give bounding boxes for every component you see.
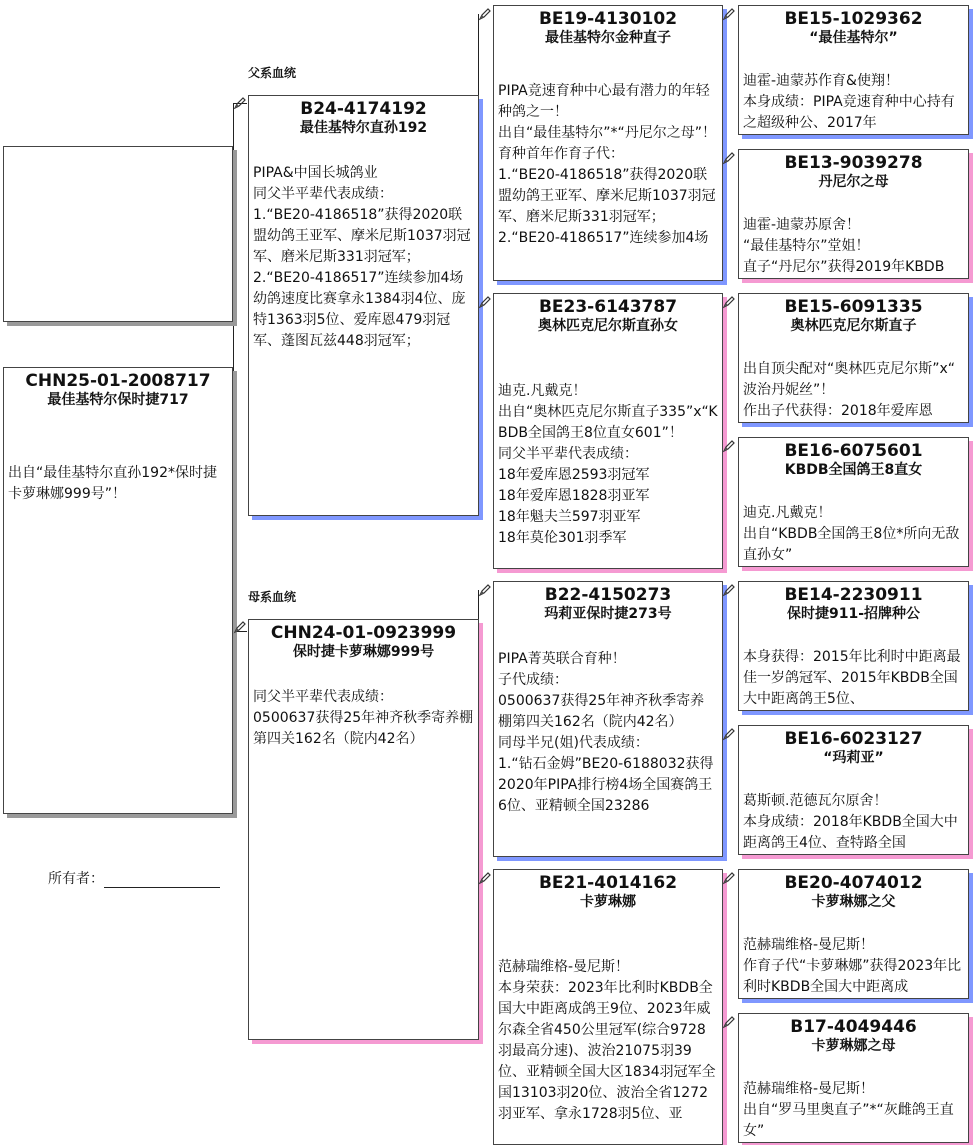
subject-ring-number: CHN25-01-2008717	[25, 371, 211, 391]
dam-sire-ring-number: B22-4150273	[544, 585, 672, 605]
dam-sire-name: 玛莉亚保时捷273号	[544, 606, 672, 622]
dsd-description: 葛斯顿.范德瓦尔原舍！ 本身成绩：2018年KBDB全国大中距离鸽王4位、查特路全国	[743, 793, 958, 851]
pen-icon[interactable]	[722, 7, 736, 21]
pen-icon[interactable]	[233, 620, 247, 634]
dss-ring-number: BE14-2230911	[784, 585, 923, 605]
sss-name: “最佳基特尔”	[809, 30, 898, 46]
dam-dam-ring-number: BE21-4014162	[538, 873, 678, 893]
pen-icon[interactable]	[722, 583, 736, 597]
dam-name: 保时捷卡萝琳娜999号	[292, 644, 435, 660]
ssd-ring-number: BE13-9039278	[784, 153, 923, 173]
sire-description: PIPA&中国长城鸽业 同父半平辈代表成绩： 1.“BE20-4186518”获得2020联盟幼鸽王亚军、摩米尼斯1037羽冠军、磨米尼斯331羽冠军； 2.“BE20-4186517”连续参加4场幼鸽速度比赛拿永1384羽4位、庞特1363羽5位、爱库恩479羽冠军、蓬图瓦兹448羽冠军；	[253, 165, 471, 349]
subject-description: 出自“最佳基特尔直孙192*保时捷卡萝琳娜999号”！	[8, 465, 217, 502]
dam-sire-description: PIPA菁英联合育种！ 子代成绩： 0500637获得25年神齐秋季寄养棚第四关162名（院内42名） 同母半兄(姐)代表成绩： 1.“钻石金姆”BE20-6188032获得2020年PIPA排行榜4场全国赛鸽王6位、亚精顿全国23286	[498, 651, 714, 814]
owner-blank[interactable]	[104, 873, 220, 888]
pen-icon[interactable]	[478, 583, 492, 597]
owner-field	[48, 868, 220, 888]
maternal-label: 母系血统	[248, 590, 297, 604]
sds-ring-number: BE15-6091335	[784, 297, 923, 317]
sdd-description: 迪克.凡戴克！ 出自“KBDB全国鸽王8位*所向无敌直孙女”	[743, 505, 960, 563]
pen-icon[interactable]	[722, 871, 736, 885]
dsd-ring-number: BE16-6023127	[784, 729, 923, 749]
sss-ring-number: BE15-1029362	[784, 9, 923, 29]
dam-dam-card[interactable]	[493, 869, 723, 1145]
subject-card[interactable]	[3, 367, 233, 814]
dam-sire-dam-card[interactable]	[738, 725, 969, 855]
sire-name: 最佳基特尔直孙192	[299, 120, 428, 136]
ddd-name: 卡萝琳娜之母	[811, 1038, 896, 1054]
sire-dam-dam-card[interactable]	[738, 437, 969, 567]
subject-name: 最佳基特尔保时捷717	[47, 392, 189, 408]
dam-dam-dam-card[interactable]	[738, 1013, 969, 1143]
sds-name: 奥林匹克尼尔斯直子	[790, 318, 917, 334]
pen-icon[interactable]	[478, 871, 492, 885]
dam-ring-number: CHN24-01-0923999	[270, 623, 457, 643]
pen-icon[interactable]	[722, 295, 736, 309]
pen-icon[interactable]	[478, 7, 492, 21]
photo-placeholder	[3, 146, 233, 322]
dss-name: 保时捷911-招牌种公	[786, 606, 921, 622]
dam-description: 同父半平辈代表成绩： 0500637获得25年神齐秋季寄养棚第四关162名（院内42名）	[253, 689, 474, 747]
sds-description: 出自顶尖配对“奥林匹克尼尔斯”x“ 波治丹妮丝”！ 作出子代获得：2018年爱库恩	[743, 361, 956, 419]
ssd-description: 迪霍-迪蒙苏原舍！ “最佳基特尔”堂姐！ 直子“丹尼尔”获得2019年KBDB	[743, 217, 945, 275]
dam-dam-name: 卡萝琳娜	[580, 894, 636, 910]
sdd-name: KBDB全国鸽王8直女	[784, 462, 923, 478]
pen-icon[interactable]	[722, 151, 736, 165]
dam-dam-sire-card[interactable]	[738, 869, 969, 999]
sire-card[interactable]	[248, 95, 479, 516]
pen-icon[interactable]	[233, 96, 247, 110]
sire-dam-card[interactable]	[493, 293, 723, 569]
dam-sire-card[interactable]	[493, 581, 723, 857]
sss-description: 迪霍-迪蒙苏作育&使翔！ 本身成绩：PIPA竞速育种中心持有之超级种公、2017年	[743, 73, 955, 131]
sire-sire-dam-card[interactable]	[738, 149, 969, 279]
pen-icon[interactable]	[722, 439, 736, 453]
dds-name: 卡萝琳娜之父	[811, 894, 896, 910]
dam-dam-description: 范赫瑞维格-曼尼斯！ 本身荣获：2023年比利时KBDB全国大中距离成鸽王9位、2023年威尔森全省450公里冠军(综合9728羽最高分速)、波治21075羽39位、亚精顿全国大区1834羽冠军全国13103羽20位、波治全省1272羽亚军、拿永1728羽5位、亚	[498, 959, 716, 1122]
owner-label: 所有者：	[48, 871, 104, 887]
dam-card[interactable]	[248, 619, 479, 1040]
dss-description: 本身获得：2015年比利时中距离最佳一岁鸽冠军、2015年KBDB全国大中距离鸽王5位、	[743, 649, 961, 707]
sire-sire-description: PIPA竞速育种中心最有潜力的年轻种鸽之一！ 出自“最佳基特尔”*“丹尼尔之母”！ 育种首年作育子代： 1.“BE20-4186518”获得2020联盟幼鸽王亚军、摩米尼斯1037羽冠军、磨米尼斯331羽冠军； 2.“BE20-4186517”连续参加4场	[498, 83, 717, 246]
ddd-ring-number: B17-4049446	[790, 1017, 917, 1037]
sire-dam-ring-number: BE23-6143787	[538, 297, 678, 317]
sire-sire-ring-number: BE19-4130102	[538, 9, 678, 29]
dds-description: 范赫瑞维格-曼尼斯！ 作育子代“卡萝琳娜”获得2023年比利时KBDB全国大中距离成	[743, 937, 962, 995]
sire-dam-sire-card[interactable]	[738, 293, 969, 423]
dds-ring-number: BE20-4074012	[784, 873, 923, 893]
sire-sire-name: 最佳基特尔金种直子	[545, 30, 671, 46]
sire-sire-card[interactable]	[493, 5, 723, 281]
pen-icon[interactable]	[478, 295, 492, 309]
dsd-name: “玛莉亚”	[823, 750, 884, 766]
pen-icon[interactable]	[722, 1015, 736, 1029]
ddd-description: 范赫瑞维格-曼尼斯！ 出自“罗马里奥直子”*“灰雌鸽王直女”	[743, 1081, 954, 1139]
paternal-label: 父系血统	[248, 66, 297, 80]
sire-ring-number: B24-4174192	[300, 99, 427, 119]
sdd-ring-number: BE16-6075601	[784, 441, 923, 461]
dam-sire-sire-card[interactable]	[738, 581, 969, 711]
sire-dam-description: 迪克.凡戴克！ 出自“奥林匹克尼尔斯直子335”x“KBDB全国鸽王8位直女601”！ 同父半平辈代表成绩： 18年爱库恩2593羽冠军 18年爱库恩1828羽亚军 18年魁夫兰597羽亚军 18年莫伦301羽季军	[498, 383, 718, 546]
ssd-name: 丹尼尔之母	[818, 174, 889, 190]
pen-icon[interactable]	[722, 727, 736, 741]
sire-dam-name: 奥林匹克尼尔斯直孙女	[538, 318, 678, 334]
sire-sire-sire-card[interactable]	[738, 5, 969, 135]
